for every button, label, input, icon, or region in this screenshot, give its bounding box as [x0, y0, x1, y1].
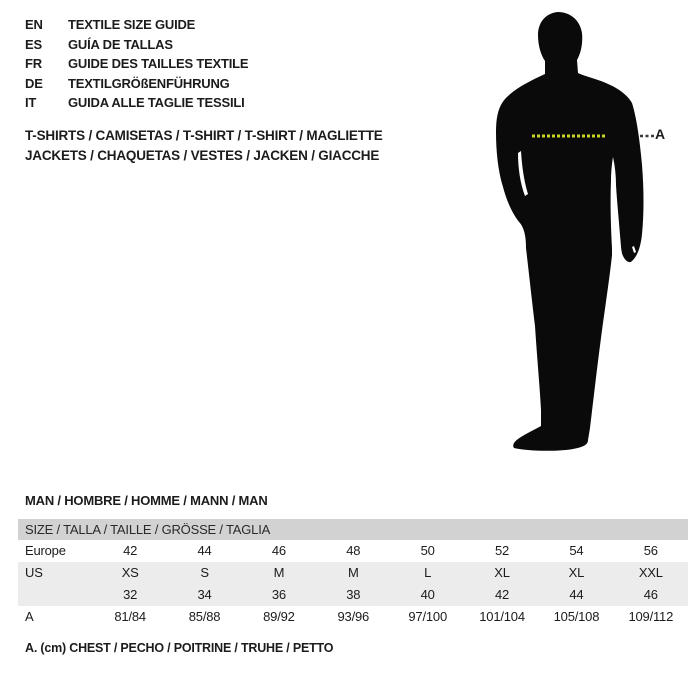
size-cell: XXL — [638, 565, 663, 580]
size-cell: 101/104 — [479, 609, 525, 624]
row-label: A — [25, 609, 34, 624]
size-cell: 93/96 — [337, 609, 370, 624]
language-row — [25, 15, 248, 35]
size-cell: 54 — [569, 543, 584, 558]
size-cell: XS — [121, 565, 139, 580]
size-cell: M — [347, 565, 359, 580]
section-title-man: MAN / HOMBRE / HOMME / MANN / MAN — [25, 493, 268, 508]
language-row — [25, 35, 248, 55]
man-silhouette-icon — [485, 5, 665, 455]
size-cell: 40 — [420, 587, 435, 602]
size-cell: 97/100 — [408, 609, 447, 624]
table-row-us-numeric — [18, 584, 688, 606]
size-cell: S — [200, 565, 209, 580]
size-cell: 48 — [346, 543, 361, 558]
size-cell: 34 — [197, 587, 212, 602]
size-cell: 81/84 — [114, 609, 146, 624]
garment-categories — [25, 126, 383, 166]
size-cell: 42 — [495, 587, 510, 602]
size-cell: L — [424, 565, 432, 580]
size-cell: 89/92 — [263, 609, 295, 624]
language-title: GUIDE DES TAILLES TEXTILE — [68, 56, 249, 71]
language-code: ES — [25, 36, 42, 52]
size-cell: 44 — [197, 543, 212, 558]
table-row-us — [18, 562, 688, 584]
size-cell: 36 — [271, 587, 286, 602]
language-title: TEXTILE SIZE GUIDE — [68, 17, 196, 32]
table-row-chest — [18, 606, 688, 628]
row-label — [18, 584, 93, 606]
row-label: US — [25, 565, 43, 580]
size-cell: 85/88 — [188, 609, 221, 624]
man-silhouette-figure — [485, 5, 665, 455]
size-cell: 46 — [271, 543, 286, 558]
language-title: GUÍA DE TALLAS — [68, 36, 173, 52]
row-label: Europe — [25, 543, 66, 558]
size-cell: 44 — [569, 587, 584, 602]
language-code: DE — [25, 75, 43, 91]
language-row — [25, 74, 248, 94]
size-cell: 32 — [123, 587, 138, 602]
size-cell: XL — [494, 565, 510, 580]
size-table-header: SIZE / TALLA / TAILLE / GRÖSSE / TAGLIA — [18, 519, 688, 540]
language-title: TEXTILGRÖßENFÜHRUNG — [68, 75, 230, 91]
size-table — [18, 519, 688, 628]
size-cell: 38 — [346, 587, 361, 602]
language-row — [25, 54, 248, 74]
chest-measure-label: A — [655, 126, 666, 142]
language-code: IT — [25, 95, 37, 110]
size-cell: 46 — [643, 587, 658, 602]
size-cell: 52 — [495, 543, 510, 558]
measurement-footnote: A. (cm) CHEST / PECHO / POITRINE / TRUHE / PETTO — [25, 641, 334, 655]
size-cell: 109/112 — [628, 609, 674, 624]
size-cell: 50 — [420, 543, 435, 558]
language-list — [25, 15, 248, 113]
language-code: FR — [25, 56, 42, 71]
size-cell: M — [273, 565, 285, 580]
category-jackets: JACKETS / CHAQUETAS / VESTES / JACKEN / GIACCHE — [25, 148, 380, 163]
language-title: GUIDA ALLE TAGLIE TESSILI — [68, 95, 245, 110]
size-cell: XL — [568, 565, 585, 580]
table-row-europe — [18, 540, 688, 562]
language-code: EN — [25, 17, 43, 32]
size-cell: 105/108 — [553, 609, 600, 624]
category-tshirts: T-SHIRTS / CAMISETAS / T-SHIRT / T-SHIRT / MAGLIETTE — [25, 128, 383, 143]
size-cell: 56 — [643, 543, 658, 558]
language-row — [25, 93, 248, 113]
size-cell: 42 — [123, 543, 138, 558]
